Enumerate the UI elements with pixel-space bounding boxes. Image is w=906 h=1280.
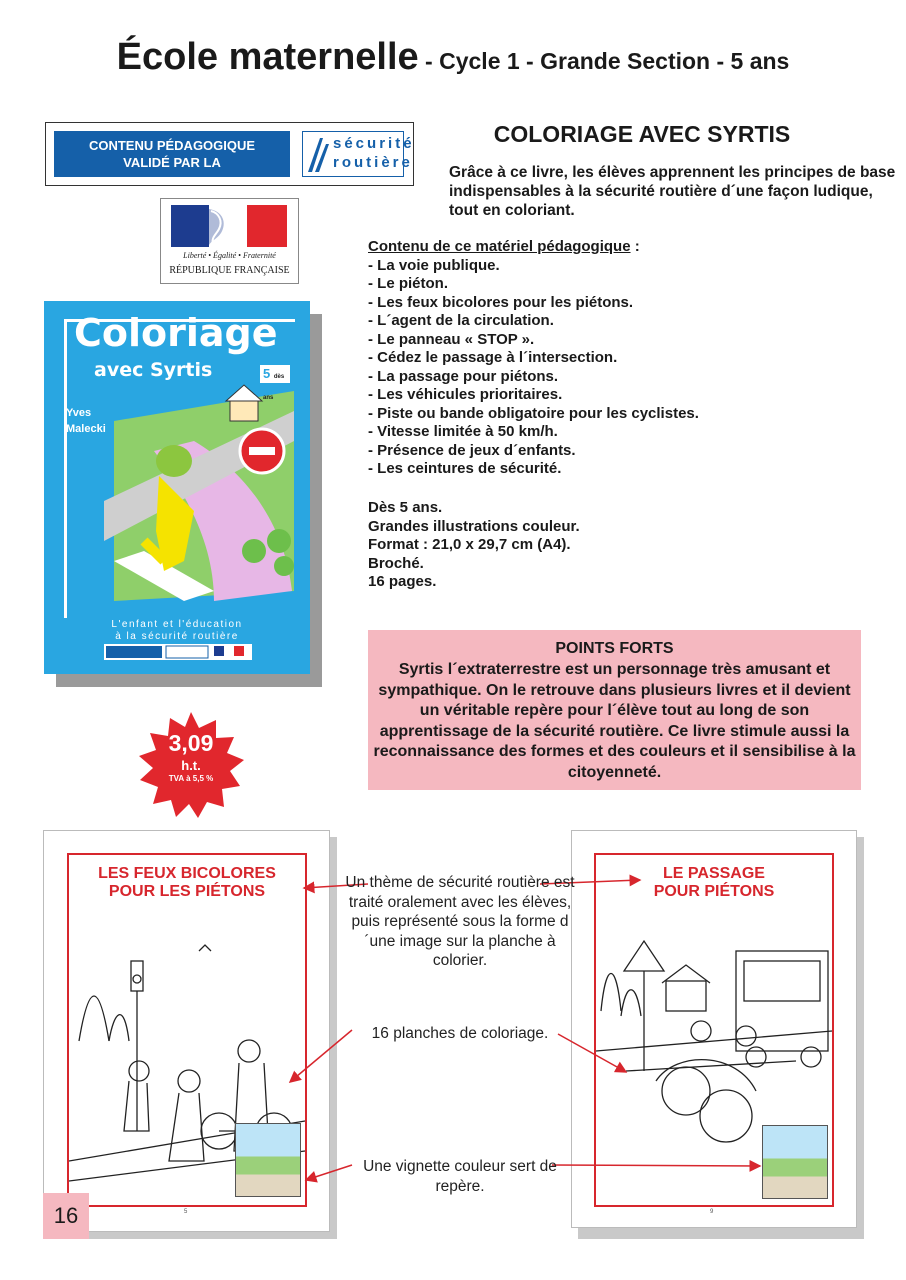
arrow-vignette-right [552,1165,760,1166]
page-number: 16 [43,1193,89,1239]
annotation-vignette: Une vignette couleur sert de repère. [363,1158,557,1195]
points-forts-heading: POINTS FORTS [555,640,674,657]
list-item: - Piste ou bande obligatoire pour les cyclistes. [368,404,699,422]
title-main: École maternelle [116,36,419,78]
spec-item: Broché. [368,554,424,572]
validation-line2: VALIDÉ PAR LA [123,155,221,170]
product-intro: Grâce à ce livre, les élèves apprennent les principes de base indispensables à la sécurité routière d´une façon ludique, tout en coloriant. [449,164,896,219]
book-age-small: dès ans [263,374,285,401]
product-title: COLORIAGE AVEC SYRTIS [493,121,791,147]
spec-item: Format : 21,0 x 29,7 cm (A4). [368,536,571,553]
points-forts-body: Syrtis l´extraterrestre est un personnage très amusant et sympathique. On le retrouve dans plusieurs livres et il devient un véritable repère pour l´élève tout au long de son apprentissage de la sécurité routière. Ce livre stimule aussi la reconnaissance des formes et des couleurs et il sensibilise à la citoyenneté. [373,661,856,781]
sample-title-left-2: POUR LES PIÉTONS [108,883,266,900]
book-age: 5 [263,366,271,381]
price-tva: TVA à 5,5 % [168,774,214,783]
list-item: - Les véhicules prioritaires. [368,386,563,403]
validation-line1: CONTENU PÉDAGOGIQUE [88,138,256,153]
contents-colon: : [630,238,640,255]
page-number-left: 5 [184,1209,188,1215]
book-tagline1: L'enfant et l'éducation [111,619,243,630]
book-title1: Coloriage [74,311,278,355]
list-item: - Les feux bicolores pour les piétons. [368,293,634,311]
spec-item: Dès 5 ans. [368,499,443,516]
book-tagline2: à la sécurité routière [115,631,239,642]
sample-title-right-2: POUR PIÉTONS [653,883,775,900]
spec-item: Grandes illustrations couleur. [368,517,580,535]
list-item: - Le panneau « STOP ». [368,330,535,348]
book-author2: Malecki [66,423,106,435]
price-unit: h.t. [181,758,201,773]
list-item: - Cédez le passage à l´intersection. [368,349,618,366]
list-item: - L´agent de la circulation. [368,312,554,329]
sr-word1: sécurité [333,135,415,152]
rf-motto: Liberté • Égalité • Fraternité [183,251,276,260]
annotation-theme: Un thème de sécurité routière est traité oralement avec les élèves, puis représenté sous la forme d´une image sur la planche à colorier. [345,874,575,969]
page-number-right: 9 [710,1209,714,1215]
title-sub: - Cycle 1 - Grande Section - 5 ans [418,48,790,74]
spec-item: 16 pages. [368,573,437,590]
sample-title-left-1: LES FEUX BICOLORES [98,865,276,882]
list-item: - La passage pour piétons. [368,367,559,385]
book-author1: Yves [66,407,92,419]
list-item: - Vitesse limitée à 50 km/h. [368,423,558,440]
list-item: - La voie publique. [368,256,500,274]
list-item: - Le piéton. [368,275,448,292]
sr-word2: routière [333,154,413,171]
list-item: - Présence de jeux d´enfants. [368,441,576,459]
price-value: 3,09 [168,730,214,756]
book-title2: avec Syrtis [94,359,213,381]
list-item: - Les ceintures de sécurité. [368,460,562,477]
sample-title-right-1: LE PASSAGE [663,865,765,882]
rf-name: RÉPUBLIQUE FRANÇAISE [169,265,290,276]
contents-heading: Contenu de ce matériel pédagogique [368,238,631,255]
annotation-planches: 16 planches de coloriage. [371,1025,549,1042]
